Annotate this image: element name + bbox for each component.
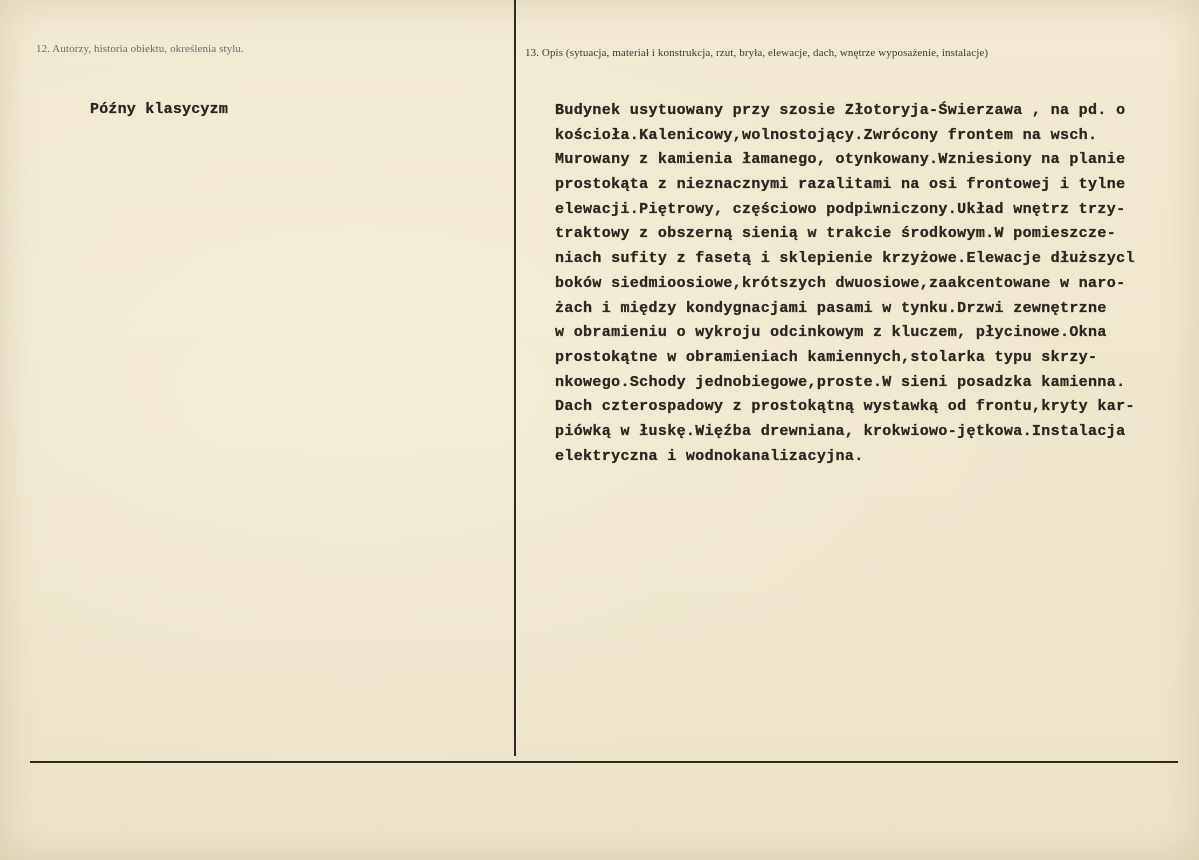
description-line: piówką w łuskę.Więźba drewniana, krokwiowo-jętkowa.Instalacja (555, 422, 1126, 440)
field-12-label: 12. Autorzy, historia obiektu, określenia stylu. (36, 43, 244, 55)
bottom-rule (30, 761, 1178, 763)
description-line: Dach czterospadowy z prostokątną wystawką od frontu,kryty kar- (555, 398, 1135, 416)
field-13-label: 13. Opis (sytuacja, materiał i konstrukcja, rzut, bryła, elewacje, dach, wnętrze wyposażenie, instalacje) (525, 47, 989, 59)
description-line: elewacji.Piętrowy, częściowo podpiwniczony.Układ wnętrz trzy- (555, 200, 1126, 218)
description-line: Murowany z kamienia łamanego, otynkowany.Wzniesiony na planie (555, 151, 1126, 169)
description-line: niach sufity z fasetą i sklepienie krzyżowe.Elewacje dłuższycl (555, 250, 1135, 268)
description-line: żach i między kondygnacjami pasami w tynku.Drzwi zewnętrzne (555, 299, 1107, 317)
description-line: prostokąta z nieznacznymi razalitami na osi frontowej i tylne (555, 176, 1126, 194)
description-line: prostokątne w obramieniach kamiennych,stolarka typu skrzy- (555, 348, 1098, 366)
description-line: nkowego.Schody jednobiegowe,proste.W sieni posadzka kamienna. (555, 373, 1126, 391)
description-line: elektryczna i wodnokanalizacyjna. (555, 447, 864, 465)
description-line: boków siedmioosiowe,krótszych dwuosiowe,zaakcentowane w naro- (555, 274, 1126, 292)
description-line: Budynek usytuowany przy szosie Złotoryja-Świerzawa , na pd. o (555, 102, 1126, 119)
description-line: w obramieniu o wykroju odcinkowym z kluczem, płycinowe.Okna (555, 324, 1107, 342)
description-text (555, 99, 1195, 469)
description-line: kościoła.Kalenicowy,wolnostojący.Zwrócony frontem na wsch. (555, 126, 1098, 144)
style-designation: Późny klasycyzm (90, 101, 229, 118)
description-line: traktowy z obszerną sienią w trakcie środkowym.W pomieszcze- (555, 225, 1117, 243)
column-divider (514, 0, 516, 756)
